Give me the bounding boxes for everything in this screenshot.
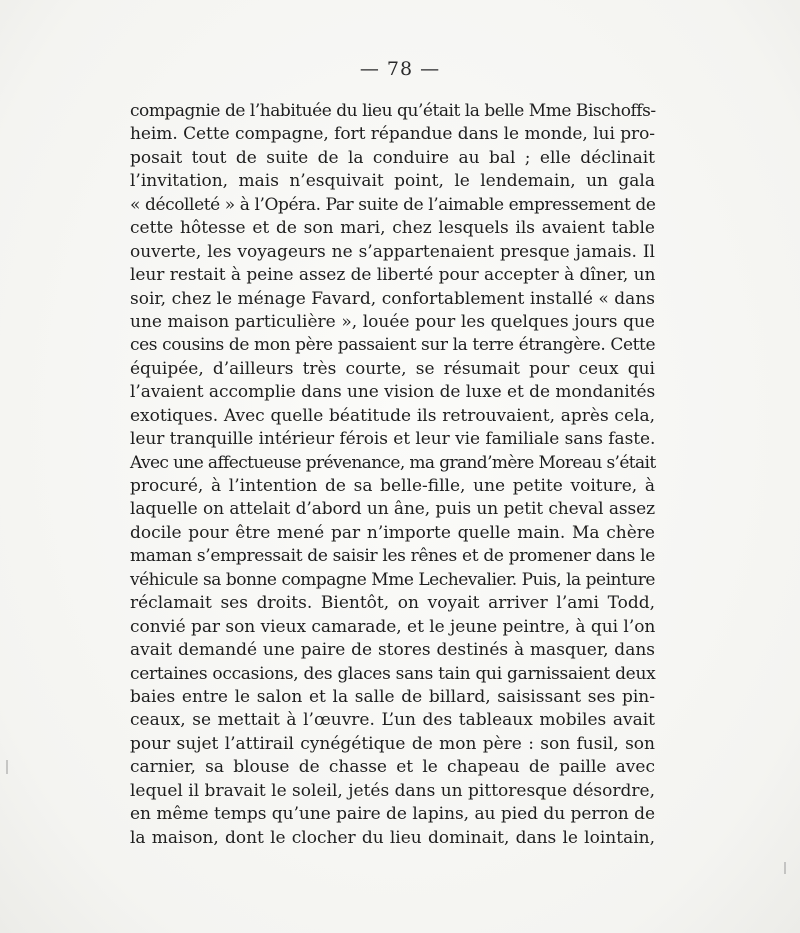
body-text — [130, 100, 655, 850]
text-line: une maison particulière », louée pour les quelques jours que — [130, 311, 655, 332]
text-line: exotiques. Avec quelle béatitude ils retrouvaient, après cela, — [130, 405, 655, 426]
scan-speck — [6, 760, 8, 774]
text-line: « décolleté » à l’Opéra. Par suite de l’aimable empressement de — [130, 194, 656, 215]
text-line: leur tranquille intérieur férois et leur vie familiale sans faste. — [130, 429, 656, 450]
text-line: laquelle on attelait d’abord un âne, puis un petit cheval assez — [130, 499, 655, 520]
text-line: carnier, sa blouse de chasse et le chapeau de paille avec — [130, 757, 655, 778]
text-line: ouverte, les voyageurs ne s’appartenaient presque jamais. Il — [130, 241, 655, 262]
text-line: l’invitation, mais n’esquivait point, le lendemain, un gala — [130, 171, 655, 192]
text-line: soir, chez le ménage Favard, confortablement installé « dans — [130, 288, 655, 309]
text-line: heim. Cette compagne, fort répandue dans le monde, lui pro- — [130, 124, 655, 145]
text-line: réclamait ses droits. Bientôt, on voyait arriver l’ami Todd, — [130, 593, 655, 614]
text-line: cette hôtesse et de son mari, chez lesquels ils avaient table — [130, 218, 655, 239]
text-line: leur restait à peine assez de liberté pour accepter à dîner, un — [130, 265, 656, 286]
text-line: l’avaient accomplie dans une vision de luxe et de mondanités — [130, 382, 656, 403]
text-line: posait tout de suite de la conduire au bal ; elle déclinait — [130, 147, 655, 168]
scan-speck — [784, 862, 786, 874]
text-line: la maison, dont le clocher du lieu dominait, dans le lointain, — [130, 827, 655, 848]
text-line: pour sujet l’attirail cynégétique de mon père : son fusil, son — [130, 733, 655, 754]
text-line: lequel il bravait le soleil, jetés dans un pittoresque désordre, — [130, 780, 655, 801]
text-line: convié par son vieux camarade, et le jeune peintre, à qui l’on — [130, 616, 656, 637]
text-line: certaines occasions, des glaces sans tain qui garnissaient deux — [130, 663, 656, 684]
text-line: procuré, à l’intention de sa belle-fille, une petite voiture, à — [130, 476, 655, 496]
text-line: maman s’empressait de saisir les rênes et de promener dans le — [130, 546, 655, 567]
text-line: ceaux, se mettait à l’œuvre. L’un des tableaux mobiles avait — [130, 710, 655, 731]
text-line: en même temps qu’une paire de lapins, au pied du perron de — [130, 804, 655, 825]
text-line: équipée, d’ailleurs très courte, se résumait pour ceux qui — [130, 358, 655, 379]
text-line: avait demandé une paire de stores destinés à masquer, dans — [130, 640, 655, 661]
text-line: docile pour être mené par n’importe quelle main. Ma chère — [130, 522, 655, 543]
text-line: compagnie de l’habituée du lieu qu’était la belle Mme Bischoffs- — [130, 101, 656, 121]
text-line: Avec une affectueuse prévenance, ma grand’mère Moreau s’était — [130, 452, 656, 473]
page-number: — 78 — — [359, 58, 441, 80]
text-line: baies entre le salon et la salle de billard, saisissant ses pin- — [130, 686, 655, 707]
text-line: ces cousins de mon père passaient sur la terre étrangère. Cette — [130, 335, 656, 356]
text-line: véhicule sa bonne compagne Mme Lechevalier. Puis, la peinture — [130, 569, 655, 590]
